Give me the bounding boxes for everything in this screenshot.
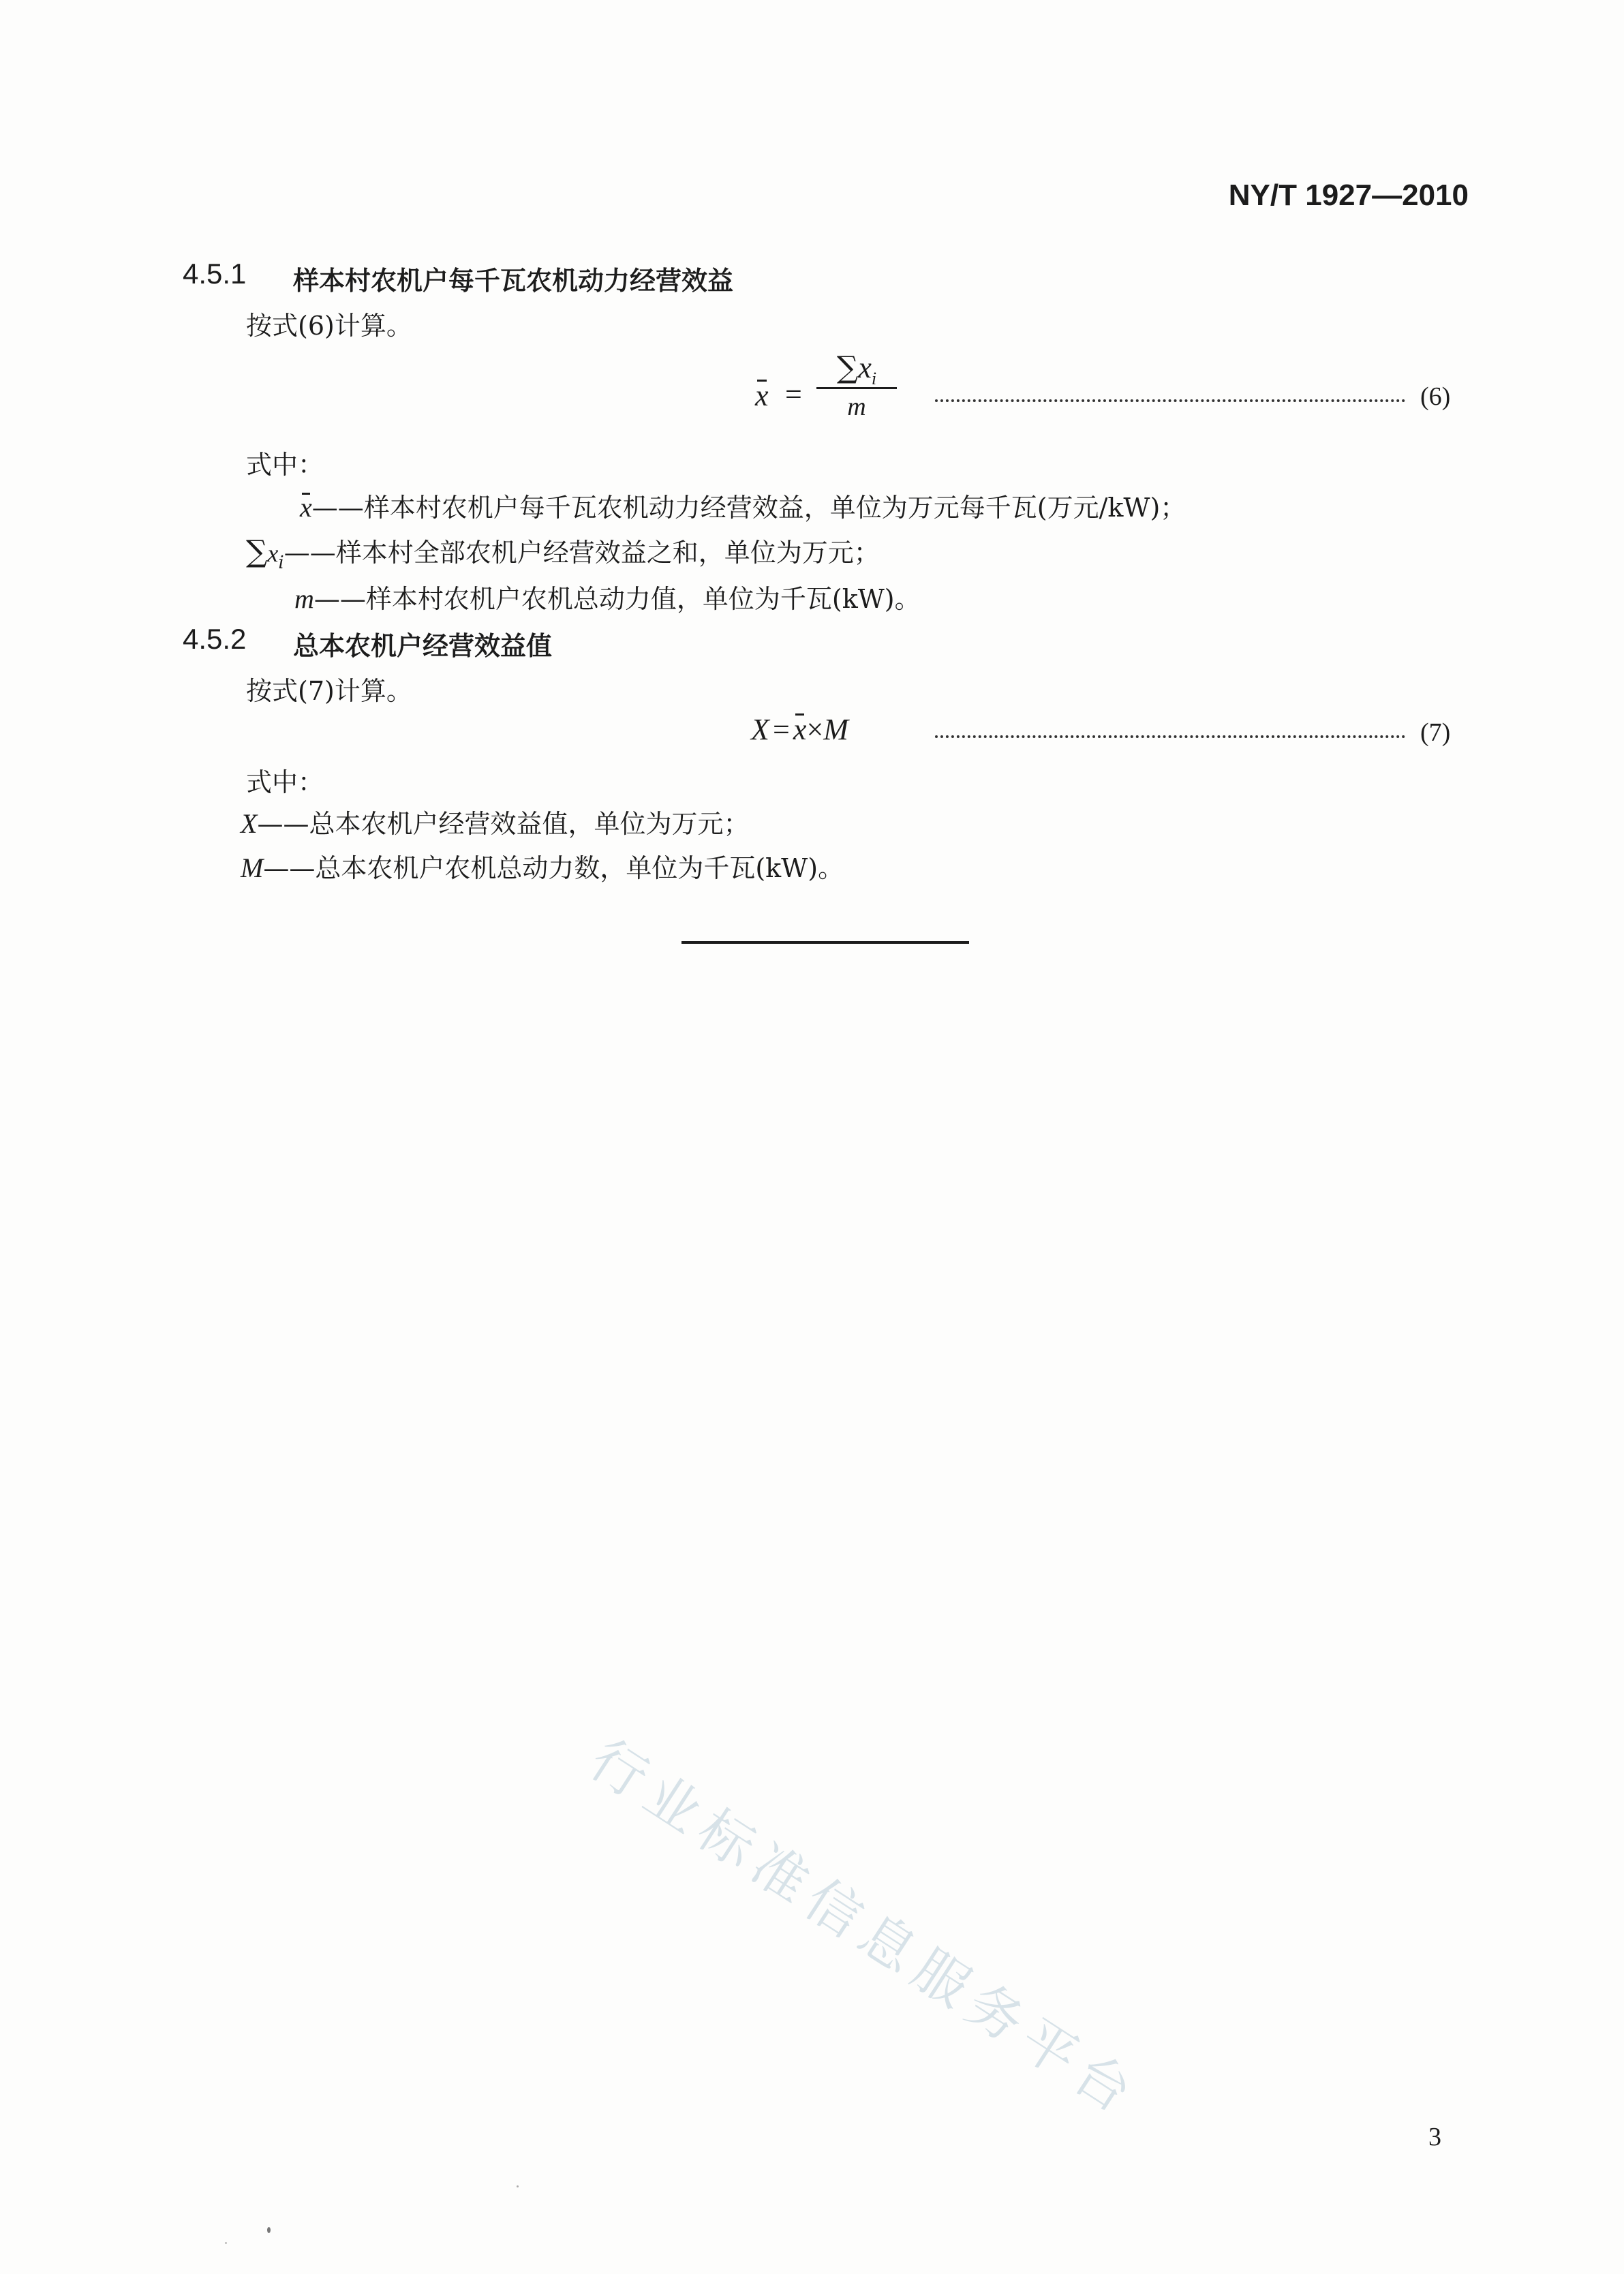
scan-speck <box>517 2185 519 2187</box>
section-number-451: 4.5.1 <box>183 258 247 290</box>
section-title-451: 样本村农机户每千瓦农机动力经营效益 <box>293 266 734 296</box>
equation-number-6: (6) <box>1420 382 1451 411</box>
definition-sum-xi <box>246 532 880 573</box>
formula-6-denominator: m <box>847 393 866 421</box>
definition-text: ——样本村农机户每千瓦农机动力经营效益，单位为万元每千瓦(万元/kW)； <box>311 493 1186 523</box>
section-number-452: 4.5.2 <box>183 623 247 655</box>
formula-6-lhs: x <box>755 379 769 412</box>
dot-leader-6 <box>935 399 1405 402</box>
formula-6-equals: = <box>785 378 802 411</box>
sigma-symbol: ∑ <box>246 534 268 569</box>
where-label-6: 式中： <box>246 450 324 480</box>
definition-text: ——总本农机户农机总动力数，单位为千瓦(kW)。 <box>263 853 844 883</box>
definition-symbol: m <box>294 583 314 614</box>
page-number: 3 <box>1428 2123 1441 2151</box>
formula-7-lhs: X <box>751 713 769 746</box>
numerator-sub: i <box>871 369 877 388</box>
definition-symbol: x <box>267 540 279 567</box>
section-title-452: 总本农机户经营效益值 <box>293 631 553 661</box>
definition-symbol-sub: i <box>278 553 284 573</box>
formula-7-equals: = <box>772 713 790 746</box>
formula-6-numerator <box>816 349 897 387</box>
sigma-symbol: ∑ <box>836 350 859 385</box>
definition-text: ——样本村农机户农机总动力值，单位为千瓦(kW)。 <box>313 584 921 614</box>
formula-7-rhs: M <box>823 713 848 746</box>
formula-6-fraction <box>816 349 897 425</box>
formula-7-expression <box>751 712 848 747</box>
scan-speck <box>267 2227 271 2233</box>
formula-7-times: × <box>806 713 824 746</box>
numerator-var: x <box>858 351 872 384</box>
definition-text: ——总本农机户经营效益值，单位为万元； <box>257 809 750 839</box>
definition-symbol: x <box>300 492 312 523</box>
where-label-7: 式中： <box>246 767 324 797</box>
equation-number-7: (7) <box>1420 718 1451 747</box>
definition-m <box>294 578 921 615</box>
end-of-document-rule <box>681 941 969 944</box>
definition-M <box>241 847 844 885</box>
formula-7-intro: 按式(7)计算。 <box>246 676 412 706</box>
definition-X <box>241 803 749 840</box>
watermark: 行业标准信息服务平台 <box>579 1727 1151 2130</box>
definition-symbol: X <box>241 808 258 839</box>
standard-code: NY/T 1927—2010 <box>1228 179 1469 212</box>
definition-xbar <box>300 487 1186 524</box>
scan-speck <box>225 2242 227 2244</box>
formula-6-intro: 按式(6)计算。 <box>246 311 412 341</box>
dot-leader-7 <box>935 735 1405 738</box>
formula-7-xbar: x <box>793 713 807 746</box>
definition-text: ——样本村全部农机户经营效益之和，单位为万元； <box>284 538 880 568</box>
definition-symbol: M <box>241 852 264 883</box>
